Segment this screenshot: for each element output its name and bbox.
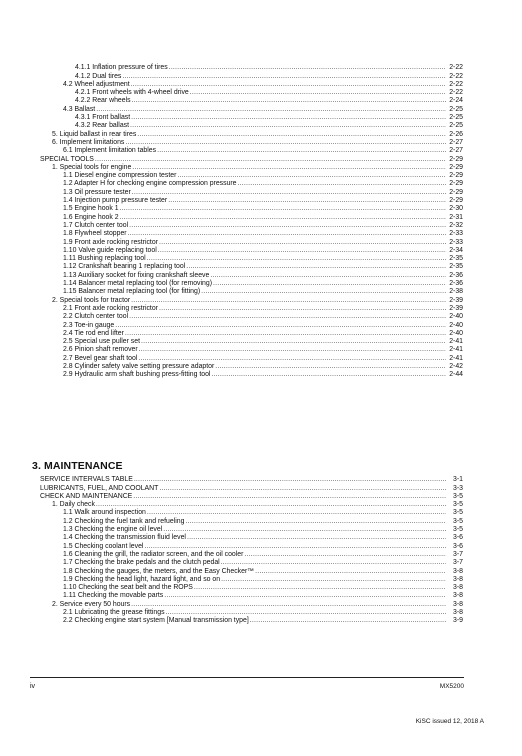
toc-entry-page: 3-8 bbox=[453, 584, 463, 592]
toc-entry[interactable] bbox=[40, 81, 463, 89]
toc-entry[interactable] bbox=[40, 122, 463, 130]
toc-entry[interactable] bbox=[40, 230, 463, 238]
toc-entry-page: 2-42 bbox=[449, 362, 463, 370]
toc-entry-page: 3-8 bbox=[453, 567, 463, 575]
dot-leader bbox=[244, 551, 446, 559]
toc-entry-title: 1.6 Engine hook 2 bbox=[63, 213, 119, 221]
toc-entry-title: 1.8 Checking the gauges, the meters, and the Easy Checker™ bbox=[63, 567, 255, 575]
toc-entry-title: 2.8 Cylinder safety valve setting pressure adaptor bbox=[63, 362, 215, 370]
toc-entry-page: 2-40 bbox=[449, 329, 463, 337]
dot-leader bbox=[255, 568, 446, 576]
toc-entry-title: 1.1 Diesel engine compression tester bbox=[63, 172, 177, 180]
toc-entry-title: 2. Service every 50 hours bbox=[52, 600, 131, 608]
toc-entry-title: 2.2 Clutch center tool bbox=[63, 313, 129, 321]
toc-entry-page: 2-39 bbox=[449, 304, 463, 312]
toc-entry-page: 3-9 bbox=[453, 617, 463, 625]
toc-entry-page: 2-31 bbox=[449, 213, 463, 221]
toc-entry-title: 2.2 Checking engine start system [Manual transmission type] bbox=[63, 617, 249, 625]
toc-entry-page: 2-36 bbox=[449, 271, 463, 279]
toc-entry-title: 2.7 Bevel gear shaft tool bbox=[63, 354, 138, 362]
toc-entry-title: 1.9 Front axle rocking restrictor bbox=[63, 238, 158, 246]
dot-leader bbox=[164, 592, 446, 600]
toc-entry-page: 2-38 bbox=[449, 288, 463, 296]
dot-leader bbox=[96, 501, 446, 509]
toc-entry-title: 1. Daily check bbox=[52, 501, 95, 509]
toc-entry-page: 3-5 bbox=[453, 526, 463, 534]
toc-entry[interactable] bbox=[40, 517, 463, 525]
toc-entry-title: 4.2.2 Rear wheels bbox=[75, 97, 131, 105]
toc-entry-page: 2-33 bbox=[449, 238, 463, 246]
toc-entry[interactable] bbox=[40, 222, 463, 230]
toc-entry-page: 2-41 bbox=[449, 346, 463, 354]
toc-entry[interactable] bbox=[40, 567, 463, 575]
toc-entry-title: 1.6 Cleaning the grill, the radiator screen, and the oil cooler bbox=[63, 550, 244, 558]
toc-entry-page: 2-32 bbox=[449, 221, 463, 229]
toc-entry-title: 1.11 Checking the movable parts bbox=[63, 592, 164, 600]
dot-leader bbox=[221, 576, 446, 584]
toc-entry-page: 3-5 bbox=[453, 501, 463, 509]
toc-entry-page: 3-7 bbox=[453, 550, 463, 558]
toc-entry-title: 4.2 Wheel adjustment bbox=[63, 80, 130, 88]
toc-entry-page: 2-33 bbox=[449, 230, 463, 238]
dot-leader bbox=[169, 64, 446, 72]
footer-divider bbox=[30, 677, 464, 678]
toc-entry[interactable] bbox=[40, 296, 463, 304]
toc-entry-title: 1.9 Checking the head light, hazard light, and so on bbox=[63, 575, 221, 583]
dot-leader bbox=[115, 322, 446, 330]
toc-entry-title: 1.5 Engine hook 1 bbox=[63, 205, 119, 213]
toc-entry[interactable] bbox=[40, 321, 463, 329]
dot-leader bbox=[158, 247, 446, 255]
toc-entry[interactable] bbox=[40, 609, 463, 617]
toc-entry[interactable] bbox=[40, 330, 463, 338]
toc-entry-title: 1.13 Auxiliary socket for fixing crankshaft sleeve bbox=[63, 271, 210, 279]
dot-leader bbox=[141, 338, 446, 346]
toc-entry-title: 1.7 Clutch center tool bbox=[63, 221, 129, 229]
toc-entry-page: 3-8 bbox=[453, 600, 463, 608]
toc-entry-page: 3-5 bbox=[453, 517, 463, 525]
toc-entry[interactable] bbox=[40, 526, 463, 534]
toc-entry-page: 3-5 bbox=[453, 509, 463, 517]
toc-entry[interactable] bbox=[40, 164, 463, 172]
toc-entry-title: SPECIAL TOOLS bbox=[40, 155, 94, 163]
footer-page-number: iv bbox=[30, 683, 36, 690]
toc-entry[interactable] bbox=[40, 188, 463, 196]
toc-entry-title: 1.2 Adapter H for checking engine compression pressure bbox=[63, 180, 237, 188]
dot-leader bbox=[95, 156, 446, 164]
toc-entry-page: 3-6 bbox=[453, 542, 463, 550]
toc-entry-page: 2-40 bbox=[449, 321, 463, 329]
dot-leader bbox=[211, 371, 446, 379]
dot-leader bbox=[129, 313, 446, 321]
toc-entry-page: 2-29 bbox=[449, 155, 463, 163]
toc-entry-title: 4.3.1 Front ballast bbox=[75, 114, 131, 122]
toc-entry-page: 2-25 bbox=[449, 114, 463, 122]
dot-leader bbox=[125, 330, 446, 338]
toc-entry-title: 1.8 Flywheel stopper bbox=[63, 230, 127, 238]
dot-leader bbox=[190, 89, 446, 97]
toc-entry-title: 1.12 Crankshaft bearing 1 replacing tool bbox=[63, 263, 186, 271]
toc-list-upper bbox=[40, 64, 463, 379]
toc-entry-title: 4.1.1 Inflation pressure of tires bbox=[75, 64, 168, 72]
toc-entry-title: 2. Special tools for tractor bbox=[52, 296, 131, 304]
toc-entry-title: CHECK AND MAINTENANCE bbox=[40, 492, 133, 500]
toc-entry-page: 2-27 bbox=[449, 147, 463, 155]
toc-entry-title: 2.6 Pinion shaft remover bbox=[63, 346, 138, 354]
toc-entry[interactable] bbox=[40, 551, 463, 559]
dot-leader bbox=[131, 114, 446, 122]
toc-entry[interactable] bbox=[40, 255, 463, 263]
toc-entry[interactable] bbox=[40, 155, 463, 163]
toc-entry[interactable] bbox=[40, 180, 463, 188]
toc-entry-title: 1.14 Balancer metal replacing tool (for removing) bbox=[63, 280, 212, 288]
toc-entry[interactable] bbox=[40, 313, 463, 321]
toc-entry-page: 2-29 bbox=[449, 172, 463, 180]
toc-entry-title: 2.1 Lubricating the grease fittings bbox=[63, 609, 165, 617]
toc-entry-page: 2-30 bbox=[449, 205, 463, 213]
toc-entry-title: 1.3 Checking the engine oil level bbox=[63, 526, 163, 534]
toc-entry-page: 2-22 bbox=[449, 80, 463, 88]
footer-model: MX5200 bbox=[439, 683, 464, 690]
dot-leader bbox=[157, 147, 446, 155]
toc-entry-page: 2-39 bbox=[449, 296, 463, 304]
toc-entry-title: 1.10 Valve guide replacing tool bbox=[63, 246, 157, 254]
toc-entry-page: 2-29 bbox=[449, 163, 463, 171]
toc-entry-page: 3-5 bbox=[453, 492, 463, 500]
toc-entry[interactable] bbox=[40, 354, 463, 362]
toc-entry[interactable] bbox=[40, 205, 463, 213]
dot-leader bbox=[147, 509, 446, 517]
toc-entry-title: 4.3.2 Rear ballast bbox=[75, 122, 130, 130]
toc-entry-title: LUBRICANTS, FUEL, AND COOLANT bbox=[40, 484, 159, 492]
toc-entry-title: 2.1 Front axle rocking restrictor bbox=[63, 304, 158, 312]
dot-leader bbox=[120, 214, 446, 222]
toc-entry-page: 2-36 bbox=[449, 280, 463, 288]
toc-entry-page: 2-27 bbox=[449, 138, 463, 146]
toc-entry[interactable] bbox=[40, 172, 463, 180]
dot-leader bbox=[210, 272, 446, 280]
toc-entry-page: 3-8 bbox=[453, 575, 463, 583]
toc-entry-page: 3-3 bbox=[453, 484, 463, 492]
toc-entry-page: 2-25 bbox=[449, 122, 463, 130]
toc-entry-title: 2.5 Special use puller set bbox=[63, 338, 140, 346]
toc-entry-title: 1.10 Checking the seat belt and the ROPS bbox=[63, 584, 193, 592]
toc-entry-title: 2.4 Tie rod end lifter bbox=[63, 329, 124, 337]
dot-leader bbox=[221, 559, 446, 567]
dot-leader bbox=[194, 584, 446, 592]
dot-leader bbox=[139, 346, 446, 354]
toc-entry[interactable] bbox=[40, 89, 463, 97]
section-heading-maintenance: 3. MAINTENANCE bbox=[32, 460, 123, 472]
dot-leader bbox=[147, 255, 446, 263]
toc-entry[interactable] bbox=[40, 617, 463, 625]
toc-entry[interactable] bbox=[40, 238, 463, 246]
dot-leader bbox=[186, 263, 446, 271]
toc-entry-title: 1.3 Oil pressure tester bbox=[63, 188, 131, 196]
toc-entry[interactable] bbox=[40, 584, 463, 592]
dot-leader bbox=[215, 363, 446, 371]
dot-leader bbox=[201, 288, 446, 296]
toc-entry[interactable] bbox=[40, 105, 463, 113]
toc-entry-page: 2-22 bbox=[449, 64, 463, 72]
dot-leader bbox=[131, 601, 446, 609]
toc-entry-page: 2-35 bbox=[449, 263, 463, 271]
toc-entry[interactable] bbox=[40, 484, 463, 492]
toc-entry-title: 5. Liquid ballast in rear tires bbox=[52, 130, 137, 138]
dot-leader bbox=[185, 518, 446, 526]
toc-entry-page: 2-22 bbox=[449, 89, 463, 97]
toc-entry[interactable] bbox=[40, 271, 463, 279]
toc-entry-page: 2-40 bbox=[449, 313, 463, 321]
dot-leader bbox=[131, 297, 446, 305]
dot-leader bbox=[238, 180, 446, 188]
toc-entry-title: 1.11 Bushing replacing tool bbox=[63, 255, 146, 263]
dot-leader bbox=[132, 97, 446, 105]
dot-leader bbox=[168, 197, 446, 205]
toc-entry[interactable] bbox=[40, 476, 463, 484]
toc-entry[interactable] bbox=[40, 305, 463, 313]
toc-entry-page: 2-29 bbox=[449, 188, 463, 196]
toc-entry-page: 2-41 bbox=[449, 354, 463, 362]
dot-leader bbox=[159, 239, 446, 247]
toc-entry-page: 2-29 bbox=[449, 197, 463, 205]
dot-leader bbox=[159, 485, 446, 493]
toc-entry[interactable] bbox=[40, 97, 463, 105]
toc-entry[interactable] bbox=[40, 263, 463, 271]
dot-leader bbox=[133, 493, 446, 501]
toc-entry[interactable] bbox=[40, 371, 463, 379]
toc-entry[interactable] bbox=[40, 338, 463, 346]
dot-leader bbox=[125, 139, 446, 147]
toc-entry-page: 2-24 bbox=[449, 97, 463, 105]
toc-entry[interactable] bbox=[40, 147, 463, 155]
dot-leader bbox=[134, 476, 446, 484]
toc-entry-page: 2-22 bbox=[449, 72, 463, 80]
toc-entry[interactable] bbox=[40, 559, 463, 567]
toc-list-maintenance bbox=[40, 476, 463, 625]
toc-entry[interactable] bbox=[40, 363, 463, 371]
toc-entry[interactable] bbox=[40, 130, 463, 138]
toc-entry-page: 3-8 bbox=[453, 609, 463, 617]
dot-leader bbox=[132, 164, 446, 172]
dot-leader bbox=[96, 106, 446, 114]
toc-entry-title: 1. Special tools for engine bbox=[52, 163, 132, 171]
toc-entry-title: 1.4 Injection pump pressure tester bbox=[63, 197, 168, 205]
toc-entry[interactable] bbox=[40, 197, 463, 205]
toc-entry-title: 4.2.1 Front wheels with 4-wheel drive bbox=[75, 89, 189, 97]
toc-entry-page: 3-8 bbox=[453, 592, 463, 600]
toc-entry-page: 3-6 bbox=[453, 534, 463, 542]
toc-entry-page: 2-26 bbox=[449, 130, 463, 138]
toc-entry[interactable] bbox=[40, 600, 463, 608]
toc-entry[interactable] bbox=[40, 72, 463, 80]
toc-entry[interactable] bbox=[40, 64, 463, 72]
toc-entry[interactable] bbox=[40, 288, 463, 296]
toc-entry[interactable] bbox=[40, 509, 463, 517]
toc-entry-title: 4.3 Ballast bbox=[63, 105, 96, 113]
toc-entry[interactable] bbox=[40, 542, 463, 550]
toc-entry[interactable] bbox=[40, 346, 463, 354]
toc-entry[interactable] bbox=[40, 114, 463, 122]
dot-leader bbox=[144, 543, 446, 551]
toc-entry-title: 4.1.2 Dual tires bbox=[75, 72, 122, 80]
dot-leader bbox=[166, 609, 446, 617]
toc-entry[interactable] bbox=[40, 576, 463, 584]
toc-entry[interactable] bbox=[40, 280, 463, 288]
toc-entry-title: 6.1 Implement limitation tables bbox=[63, 147, 157, 155]
toc-entry-page: 2-35 bbox=[449, 255, 463, 263]
toc-entry-title: SERVICE INTERVALS TABLE bbox=[40, 476, 133, 484]
dot-leader bbox=[163, 526, 446, 534]
toc-entry-title: 1.4 Checking the transmission fluid level bbox=[63, 534, 186, 542]
dot-leader bbox=[131, 81, 446, 89]
dot-leader bbox=[159, 305, 446, 313]
toc-entry-page: 3-1 bbox=[453, 476, 463, 484]
toc-entry-title: 2.3 Toe-in gauge bbox=[63, 321, 115, 329]
toc-entry-page: 2-29 bbox=[449, 180, 463, 188]
toc-entry[interactable] bbox=[40, 592, 463, 600]
issue-stamp: KiSC issued 12, 2018 A bbox=[415, 718, 484, 725]
toc-entry-page: 3-7 bbox=[453, 559, 463, 567]
toc-entry-title: 6. Implement limitations bbox=[52, 138, 125, 146]
toc-entry-page: 2-44 bbox=[449, 371, 463, 379]
toc-entry[interactable] bbox=[40, 534, 463, 542]
toc-entry[interactable] bbox=[40, 247, 463, 255]
toc-entry-page: 2-41 bbox=[449, 338, 463, 346]
dot-leader bbox=[130, 122, 446, 130]
toc-entry-title: 1.1 Walk around inspection bbox=[63, 509, 146, 517]
dot-leader bbox=[120, 205, 446, 213]
dot-leader bbox=[122, 73, 446, 81]
toc-entry[interactable] bbox=[40, 493, 463, 501]
toc-entry-title: 1.2 Checking the fuel tank and refueling bbox=[63, 517, 185, 525]
toc-entry-page: 2-34 bbox=[449, 246, 463, 254]
dot-leader bbox=[177, 172, 446, 180]
toc-entry-page: 2-25 bbox=[449, 105, 463, 113]
toc-entry-title: 1.15 Balancer metal replacing tool (for fitting) bbox=[63, 288, 201, 296]
dot-leader bbox=[137, 131, 446, 139]
dot-leader bbox=[129, 222, 446, 230]
dot-leader bbox=[187, 534, 446, 542]
dot-leader bbox=[213, 280, 446, 288]
dot-leader bbox=[138, 355, 446, 363]
toc-entry-title: 1.7 Checking the brake pedals and the clutch pedal bbox=[63, 559, 220, 567]
toc-entry-title: 1.5 Checking coolant level bbox=[63, 542, 144, 550]
dot-leader bbox=[250, 617, 446, 625]
toc-entry[interactable] bbox=[40, 139, 463, 147]
dot-leader bbox=[128, 230, 446, 238]
toc-entry[interactable] bbox=[40, 213, 463, 221]
toc-entry-title: 2.9 Hydraulic arm shaft bushing press-fitting tool bbox=[63, 371, 211, 379]
toc-entry[interactable] bbox=[40, 501, 463, 509]
dot-leader bbox=[132, 189, 446, 197]
